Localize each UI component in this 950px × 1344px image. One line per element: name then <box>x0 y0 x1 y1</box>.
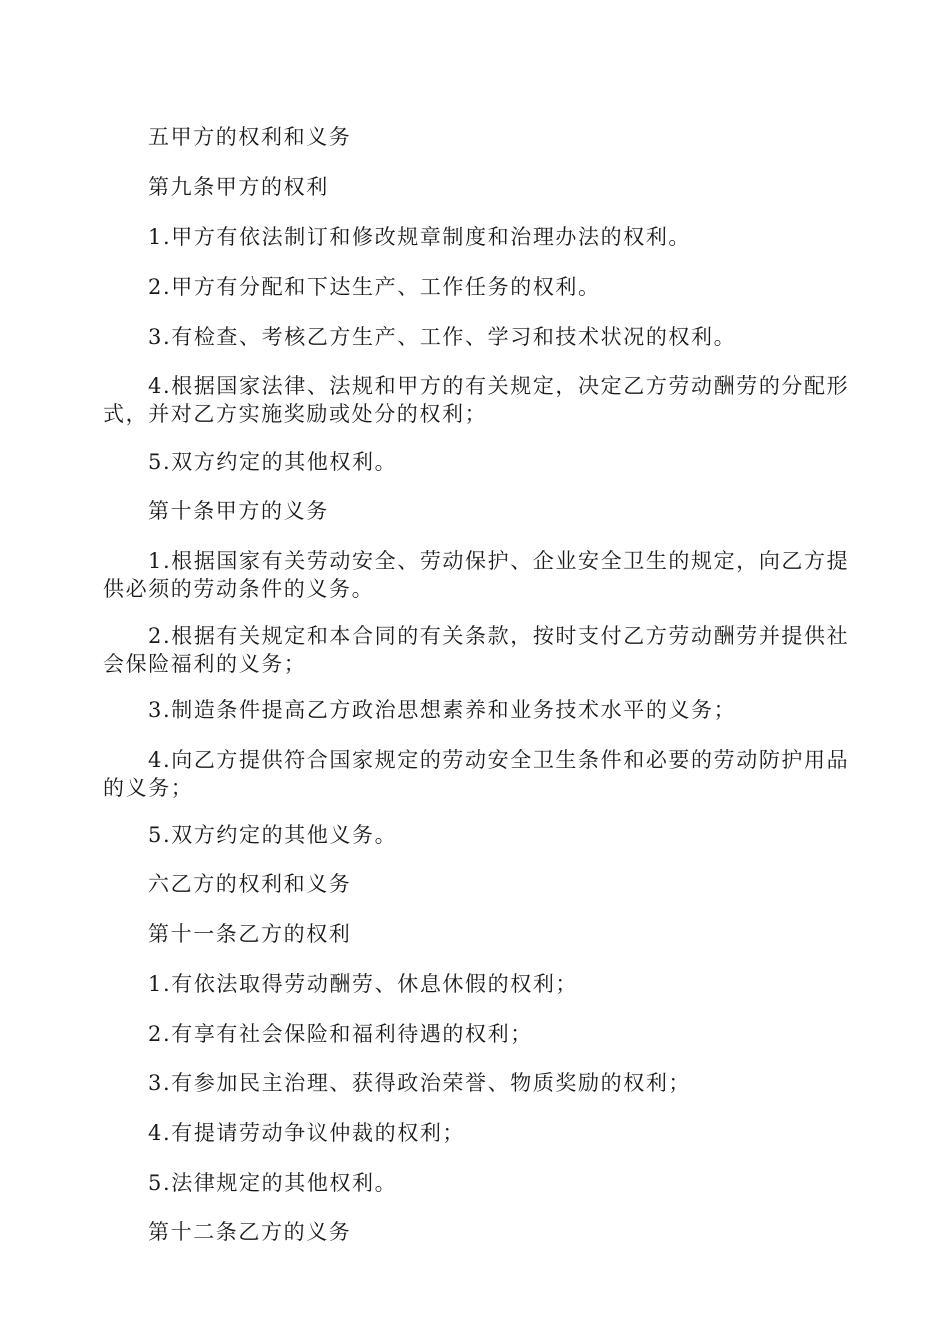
list-item: 3.有参加民主治理、获得政治荣誉、物质奖励的权利； <box>148 1071 692 1095</box>
list-item: 2.根据有关规定和本合同的有关条款，按时支付乙方劳动酬劳并提供社会保险福利的义务； <box>103 624 850 676</box>
list-item: 4.向乙方提供符合国家规定的劳动安全卫生条件和必要的劳动防护用品的义务； <box>103 748 850 800</box>
list-item: 3.制造条件提高乙方政治思想素养和业务技术水平的义务； <box>148 698 737 722</box>
list-item: 5.双方约定的其他义务。 <box>148 823 398 847</box>
article-heading: 第九条甲方的权利 <box>148 175 329 199</box>
list-item: 1.有依法取得劳动酬劳、休息休假的权利； <box>148 972 579 996</box>
list-item: 1.根据国家有关劳动安全、劳动保护、企业安全卫生的规定，向乙方提供必须的劳动条件的义务。 <box>103 549 850 601</box>
section-heading: 六乙方的权利和义务 <box>148 872 352 896</box>
list-item: 4.有提请劳动争议仲裁的权利； <box>148 1121 466 1145</box>
list-item: 4.根据国家法律、法规和甲方的有关规定，决定乙方劳动酬劳的分配形式，并对乙方实施奖励或处分的权利； <box>103 374 850 426</box>
list-item: 1.甲方有依法制订和修改规章制度和治理办法的权利。 <box>148 225 692 249</box>
list-item: 5.法律规定的其他权利。 <box>148 1171 398 1195</box>
list-item: 2.甲方有分配和下达生产、工作任务的权利。 <box>148 275 601 299</box>
article-heading: 第十条甲方的义务 <box>148 499 329 523</box>
section-heading: 五甲方的权利和义务 <box>148 125 352 149</box>
list-item: 3.有检查、考核乙方生产、工作、学习和技术状况的权利。 <box>148 325 737 349</box>
article-heading: 第十一条乙方的权利 <box>148 922 352 946</box>
list-item: 2.有享有社会保险和福利待遇的权利； <box>148 1022 533 1046</box>
article-heading: 第十二条乙方的义务 <box>148 1220 352 1244</box>
list-item: 5.双方约定的其他权利。 <box>148 450 398 474</box>
